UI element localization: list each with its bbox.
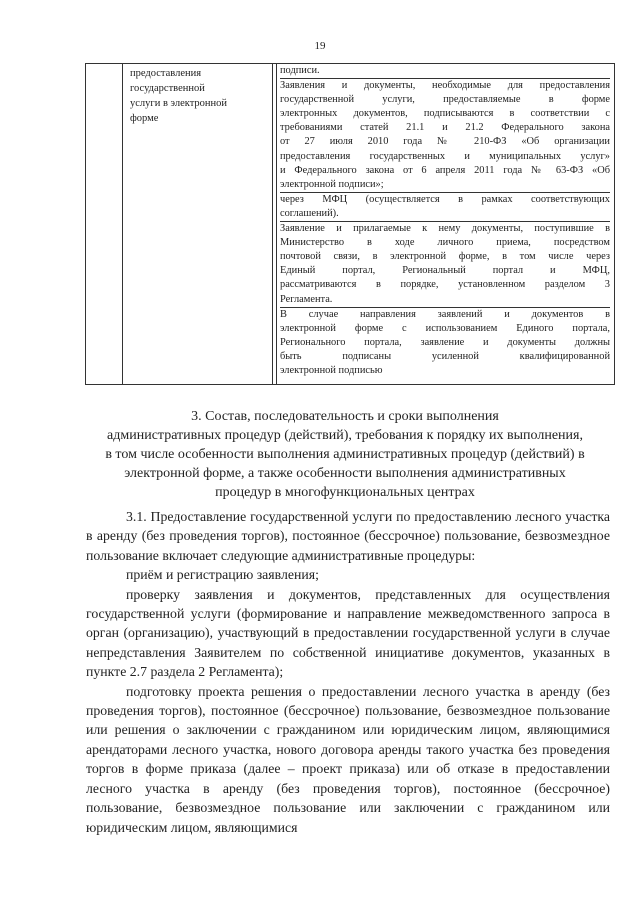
page-number: 19 — [314, 40, 326, 52]
table-left-line: услуги в электронной — [130, 98, 228, 109]
table-line: от 27 июля 2010 года № 210-ФЗ «Об организации — [280, 136, 610, 148]
body-paragraph: подготовку проекта решения о предоставлении лесного участка в аренду (без проведения торгов), постоянное (бессрочное) пользование, безвозмездное пользование или решения о заключении с гражданином или юридическим лицом, являющимися арендаторами лесного участка, нового договора аренды такого участка без проведения торгов в форме приказа (далее – проект приказа) или об отказе в предоставлении лесного участка в аренду (без проведения торгов), постоянное (бессрочное) пользование, безвозмездное пользование или заключении с гражданином или юридическим лицом, являющимися — [86, 683, 610, 835]
table-line: электронной подписью — [280, 364, 383, 376]
table-line: подписи. — [280, 65, 320, 76]
table-line: Регионального портала, заявление и документы должны — [280, 336, 610, 348]
requirements-table — [85, 63, 615, 385]
table-paragraph — [280, 64, 610, 79]
table-column-divider — [122, 64, 123, 384]
table-line: электронных документов, подписываются в соответствии с — [280, 108, 610, 120]
table-line: Заявления и документы, необходимые для предоставления — [280, 80, 610, 92]
table-paragraph — [280, 222, 610, 308]
table-line: государственной услуги, предоставляемые в форме — [280, 94, 610, 106]
body-paragraph: проверку заявления и документов, представленных для осуществления государственной услуги (формирование и направление межведомственного запроса в орган (организацию), участвующий в предоставлении государственной услуги в случае непредставления Заявителем по собственной инициативе документов, указанных в пункте 2.7 раздела 2 Регламента); — [86, 586, 610, 680]
table-line: электронной форме с использованием Единого портала, — [280, 322, 610, 334]
table-left-line: государственной — [130, 83, 205, 94]
table-line: почтовой связи, в электронной форме, в том числе через — [280, 251, 610, 263]
table-paragraph — [280, 79, 610, 193]
table-left-cell — [130, 66, 268, 126]
heading-line: процедур в многофункциональных центрах — [215, 485, 475, 500]
table-right-cell — [280, 64, 610, 378]
heading-line: административных процедур (действий), требования к порядку их выполнения, — [107, 428, 583, 443]
table-paragraph — [280, 308, 610, 378]
table-line: быть подписаны усиленной квалифицированной — [280, 350, 610, 362]
table-paragraph — [280, 193, 610, 222]
table-line: Регламента. — [280, 293, 333, 305]
table-left-line: предоставления — [130, 68, 202, 79]
table-left-line: форме — [130, 113, 159, 124]
table-column-divider — [272, 64, 273, 384]
table-line: Заявление и прилагаемые к нему документы, поступившие в — [280, 223, 610, 235]
body-paragraph: приём и регистрацию заявления; — [126, 567, 319, 583]
table-line: Министерство в ходе личного приема, посредством — [280, 237, 610, 249]
body-text — [86, 507, 610, 837]
table-line: через МФЦ (осуществляется в рамках соответствующих — [280, 193, 610, 205]
table-line: В случае направления заявлений и документов в — [280, 308, 610, 320]
table-line: предоставления государственных и муниципальных услуг» — [280, 150, 610, 162]
table-line: электронной подписи»; — [280, 178, 384, 190]
table-line: соглашений). — [280, 207, 339, 219]
body-paragraph: 3.1. Предоставление государственной услуги по предоставлению лесного участка в аренду (без проведения торгов), постоянное (бессрочное) пользование, безвозмездное пользование включает следующие административные процедуры: — [86, 509, 610, 563]
heading-line: 3. Состав, последовательность и сроки выполнения — [191, 409, 499, 424]
table-column-divider — [276, 64, 277, 384]
table-line: рассматриваются в порядке, установленном разделом 3 — [280, 279, 610, 291]
heading-line: электронной форме, а также особенности выполнения административных — [124, 466, 566, 481]
table-line: и Федерального закона от 6 апреля 2011 года № 63-ФЗ «Об — [280, 164, 610, 176]
heading-line: в том числе особенности выполнения административных процедур (действий) в — [105, 447, 585, 462]
table-line: Единый портал, Региональный портал и МФЦ, — [280, 265, 610, 277]
table-line: требованиями статей 21.1 и 21.2 Федерального закона — [280, 122, 610, 134]
section-heading — [80, 407, 610, 502]
